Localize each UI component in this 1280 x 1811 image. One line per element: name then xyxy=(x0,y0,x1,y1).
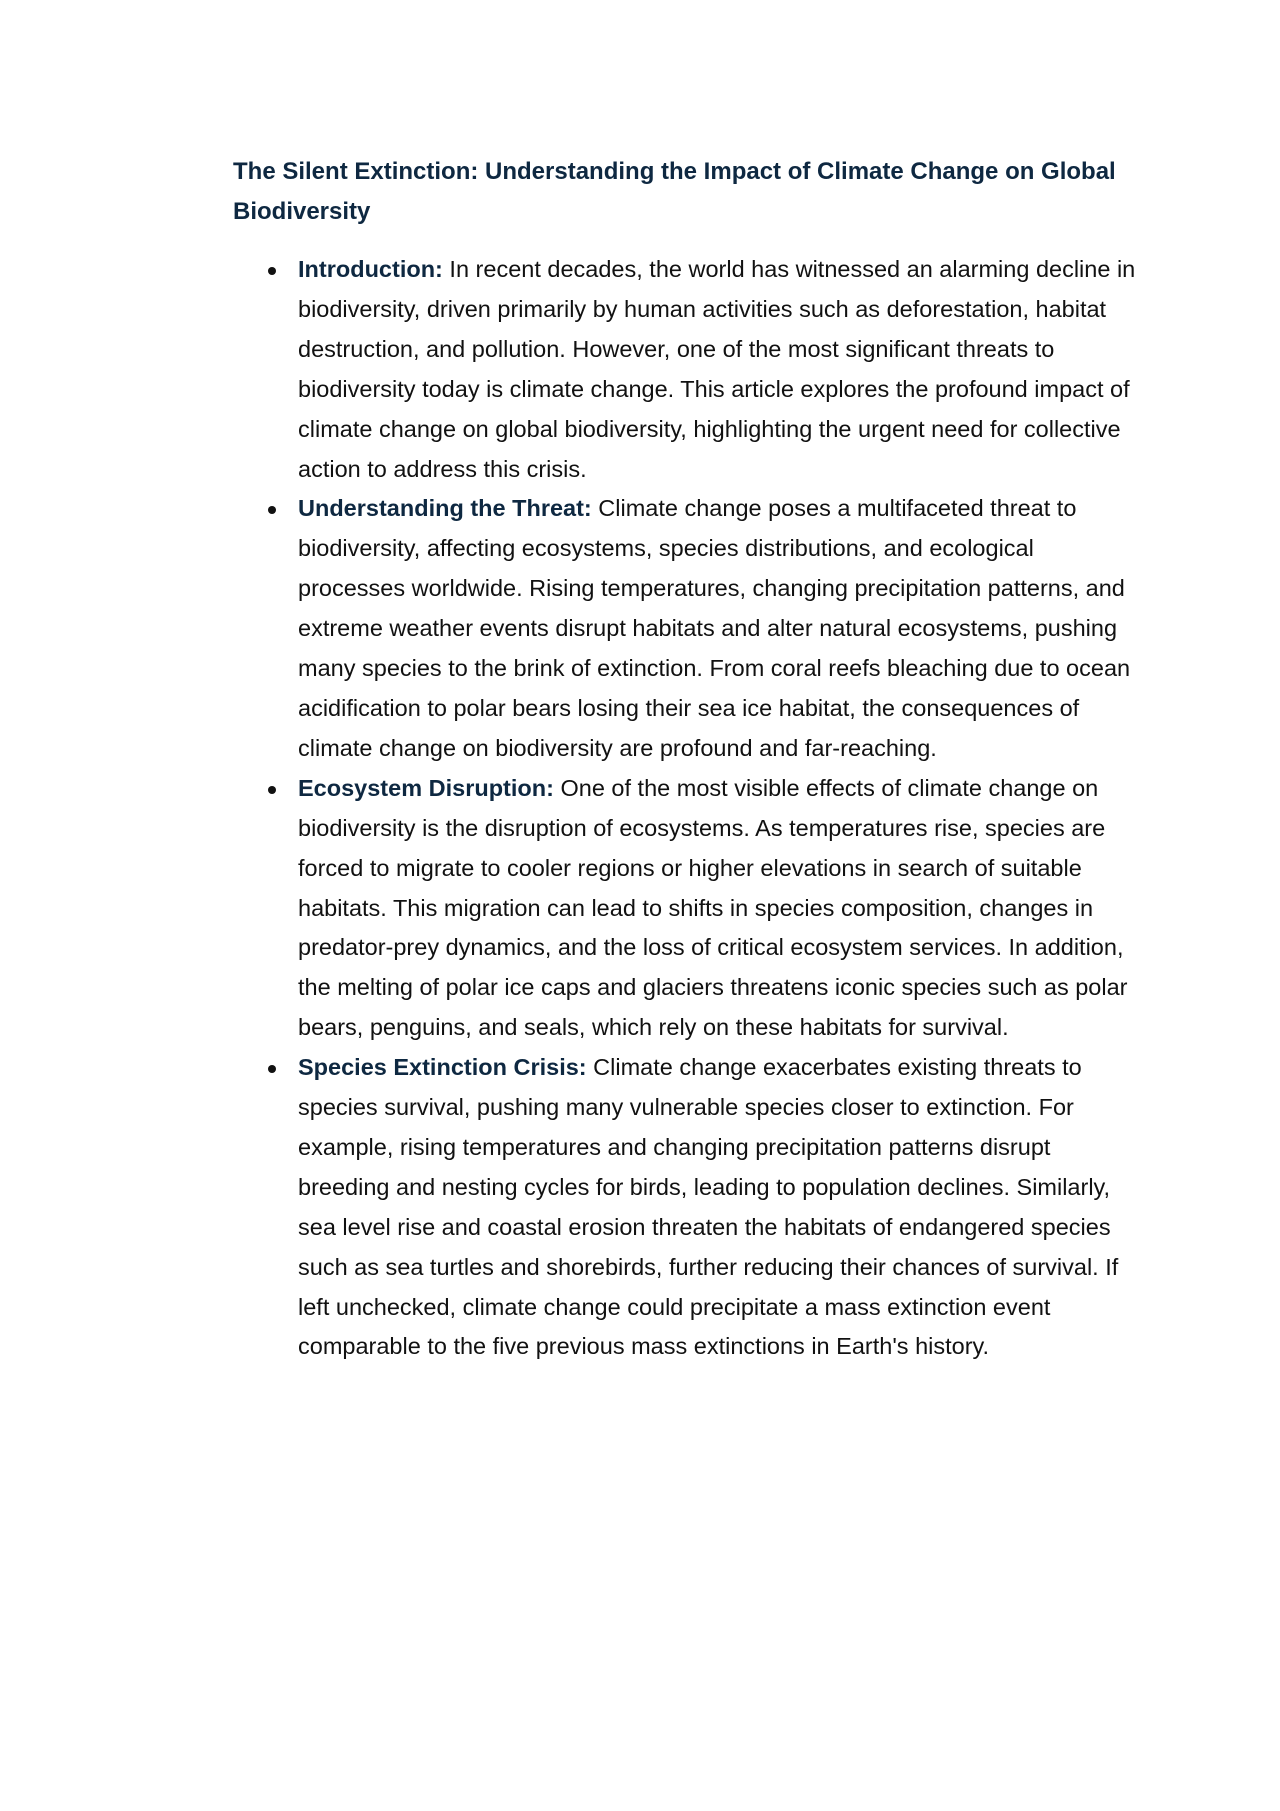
item-text: In recent decades, the world has witnessed an alarming decline in biodiversity, driven primarily by human activities such as deforestation, habitat destruction, and pollution. However, one of the most significant threats to biodiversity today is climate change. This article explores the profound impact of climate change on global biodiversity, highlighting the urgent need for collective action to address this crisis. xyxy=(298,256,1136,482)
item-label: Species Extinction Crisis: xyxy=(298,1054,587,1081)
list-item-understanding-threat xyxy=(298,489,1144,768)
list-item-ecosystem-disruption xyxy=(298,769,1144,1048)
item-text: Climate change poses a multifaceted threat to biodiversity, affecting ecosystems, species distributions, and ecological processes worldwide. Rising temperatures, changing precipitation patterns, and extreme weather events disrupt habitats and alter natural ecosystems, pushing many species to the brink of extinction. From coral reefs bleaching due to ocean acidification to polar bears losing their sea ice habitat, the consequences of climate change on biodiversity are profound and far-reaching. xyxy=(298,495,1131,761)
list-item-species-extinction xyxy=(298,1048,1144,1367)
section-list xyxy=(298,250,1144,1367)
item-label: Ecosystem Disruption: xyxy=(298,774,554,801)
item-text: One of the most visible effects of climate change on biodiversity is the disruption of ecosystems. As temperatures rise, species are forced to migrate to cooler regions or higher elevations in search of suitable habitats. This migration can lead to shifts in species composition, changes in predator-prey dynamics, and the loss of critical ecosystem services. In addition, the melting of polar ice caps and glaciers threatens iconic species such as polar bears, penguins, and seals, which rely on these habitats for survival. xyxy=(298,774,1128,1041)
item-label: Understanding the Threat: xyxy=(298,495,592,522)
document-title: The Silent Extinction: Understanding the Impact of Climate Change on Global Biodiversity xyxy=(233,158,1116,225)
list-item-introduction xyxy=(298,250,1144,489)
item-text: Climate change exacerbates existing threats to species survival, pushing many vulnerable species closer to extinction. For example, rising temperatures and changing precipitation patterns disrupt breeding and nesting cycles for birds, leading to population declines. Similarly, sea level rise and coastal erosion threaten the habitats of endangered species such as sea turtles and shorebirds, further reducing their chances of survival. If left unchecked, climate change could precipitate a mass extinction event comparable to the five previous mass extinctions in Earth's history. xyxy=(298,1054,1119,1360)
item-label: Introduction: xyxy=(298,256,443,282)
